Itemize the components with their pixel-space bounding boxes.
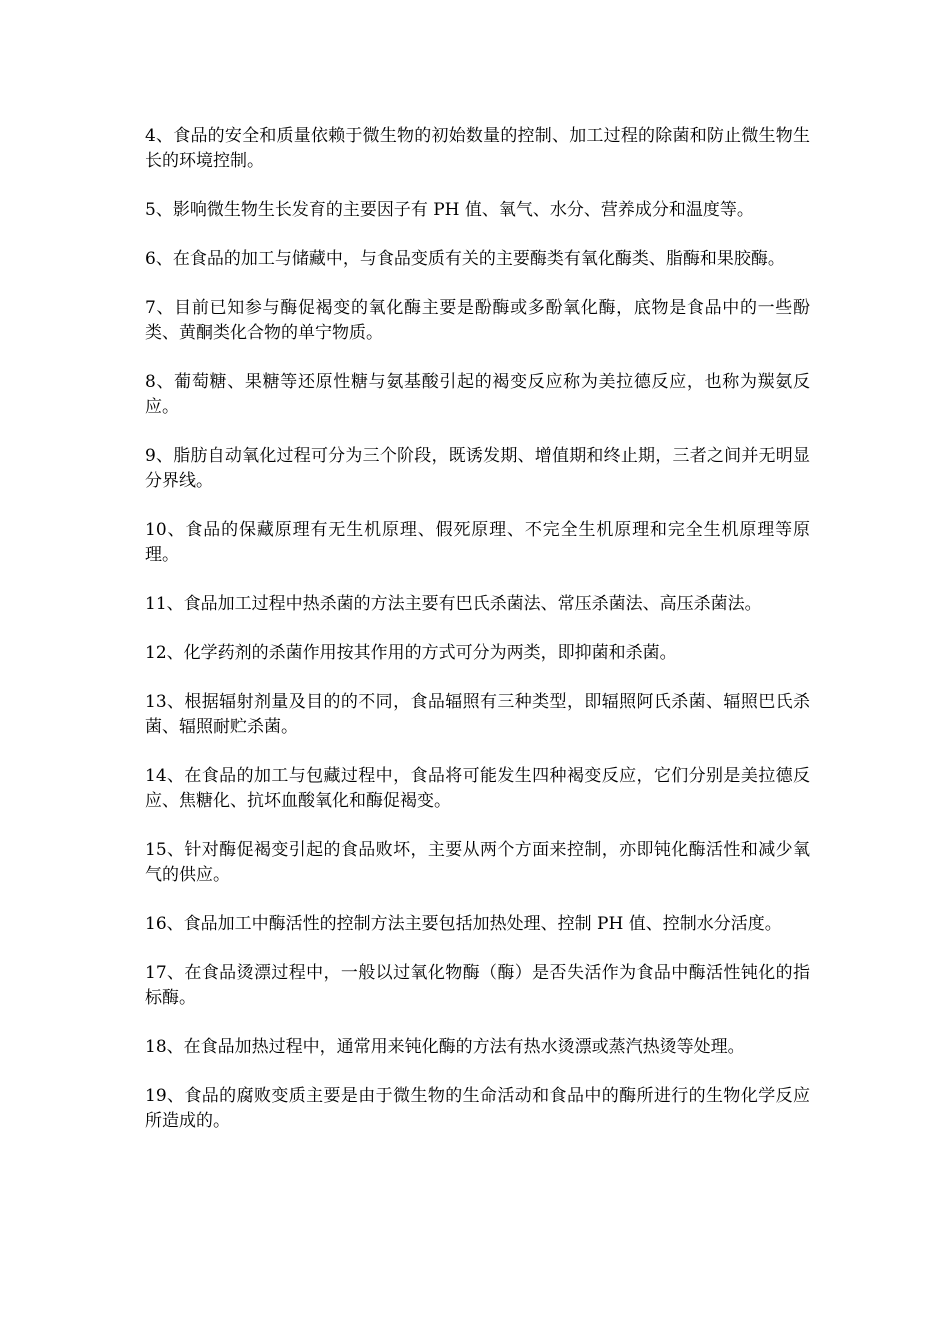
paragraph-5: 5、影响微生物生长发育的主要因子有 PH 值、氧气、水分、营养成分和温度等。 bbox=[145, 200, 754, 220]
paragraph-14: 14、在食品的加工与包藏过程中，食品将可能发生四种褐变反应，它们分别是美拉德反应、焦糖化、抗坏血酸氧化和酶促褐变。 bbox=[145, 766, 810, 811]
paragraph-19: 19、食品的腐败变质主要是由于微生物的生命活动和食品中的酶所进行的生物化学反应所造成的。 bbox=[145, 1086, 810, 1131]
paragraph-12: 12、化学药剂的杀菌作用按其作用的方式可分为两类，即抑菌和杀菌。 bbox=[145, 643, 677, 663]
paragraph-11: 11、食品加工过程中热杀菌的方法主要有巴氏杀菌法、常压杀菌法、高压杀菌法。 bbox=[145, 594, 762, 614]
paragraph-4: 4、食品的安全和质量依赖于微生物的初始数量的控制、加工过程的除菌和防止微生物生长的环境控制。 bbox=[145, 126, 810, 171]
paragraph-6: 6、在食品的加工与储藏中，与食品变质有关的主要酶类有氧化酶类、脂酶和果胶酶。 bbox=[145, 249, 785, 269]
paragraph-8: 8、葡萄糖、果糖等还原性糖与氨基酸引起的褐变反应称为美拉德反应，也称为羰氨反应。 bbox=[145, 372, 810, 417]
document-page bbox=[145, 124, 810, 1158]
paragraph-16: 16、食品加工中酶活性的控制方法主要包括加热处理、控制 PH 值、控制水分活度。 bbox=[145, 914, 782, 934]
paragraph-7: 7、目前已知参与酶促褐变的氧化酶主要是酚酶或多酚氧化酶，底物是食品中的一些酚类、黄酮类化合物的单宁物质。 bbox=[145, 298, 810, 343]
paragraph-15: 15、针对酶促褐变引起的食品败坏，主要从两个方面来控制，亦即钝化酶活性和减少氧气的供应。 bbox=[145, 840, 810, 885]
paragraph-17: 17、在食品烫漂过程中，一般以过氧化物酶（酶）是否失活作为食品中酶活性钝化的指标酶。 bbox=[145, 963, 810, 1008]
paragraph-10: 10、食品的保藏原理有无生机原理、假死原理、不完全生机原理和完全生机原理等原理。 bbox=[145, 520, 810, 565]
paragraph-18: 18、在食品加热过程中，通常用来钝化酶的方法有热水烫漂或蒸汽热烫等处理。 bbox=[145, 1037, 745, 1057]
paragraph-13: 13、根据辐射剂量及目的的不同，食品辐照有三种类型，即辐照阿氏杀菌、辐照巴氏杀菌、辐照耐贮杀菌。 bbox=[145, 692, 810, 737]
paragraph-9: 9、脂肪自动氧化过程可分为三个阶段，既诱发期、增值期和终止期，三者之间并无明显分界线。 bbox=[145, 446, 810, 491]
